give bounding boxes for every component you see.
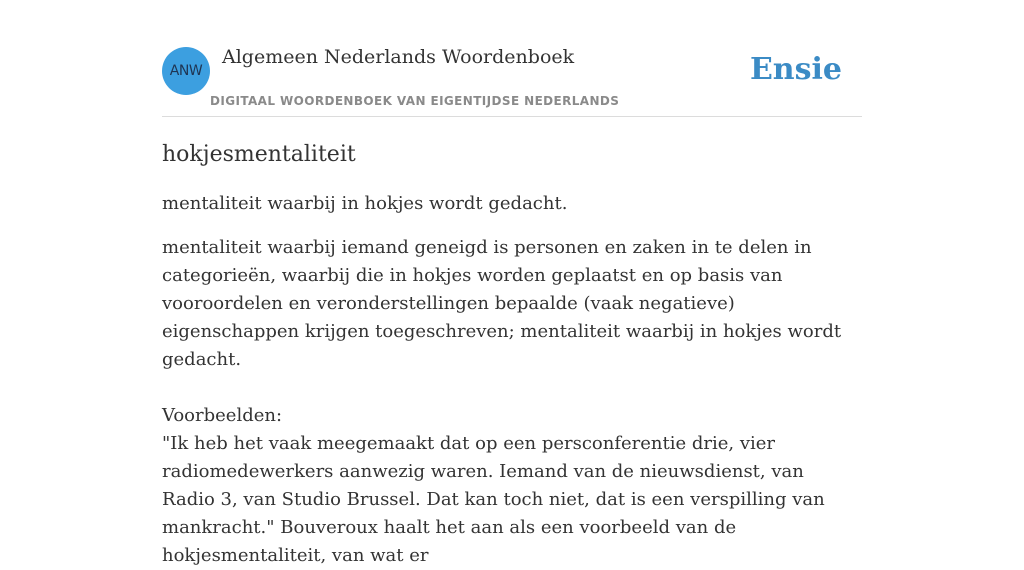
short-definition: mentaliteit waarbij in hokjes wordt gedacht. <box>162 193 568 214</box>
headword: hokjesmentaliteit <box>162 142 356 167</box>
site-title[interactable]: Algemeen Nederlands Woordenboek <box>222 46 575 68</box>
entry-content <box>162 140 862 570</box>
examples-label: Voorbeelden: <box>162 405 283 426</box>
example-text: "Ik heb het vaak meegemaakt dat op een persconferentie drie, vier radiomedewerkers aanwezig waren. Iemand van de nieuwsdienst, van Radio 3, van Studio Brussel. Dat kan toch niet, dat is een verspilling van mankracht." Bouveroux haalt het aan als een voorbeeld van de hokjesmentaliteit, van wat er <box>162 433 825 566</box>
long-definition: mentaliteit waarbij iemand geneigd is personen en zaken in te delen in categorieën, waarbij die in hokjes worden geplaatst en op basis van vooroordelen en veronderstellingen bepaalde (vaak negatieve) eigenschappen krijgen toegeschreven; mentaliteit waarbij in hokjes wordt gedacht. <box>162 237 842 370</box>
site-subtitle: DIGITAAL WOORDENBOEK VAN EIGENTIJDSE NEDERLANDS <box>210 94 620 108</box>
site-header <box>162 0 862 117</box>
anw-logo[interactable]: ANW <box>162 47 210 95</box>
ensie-logo-link[interactable]: Ensie <box>749 52 842 87</box>
examples-section <box>162 402 862 570</box>
